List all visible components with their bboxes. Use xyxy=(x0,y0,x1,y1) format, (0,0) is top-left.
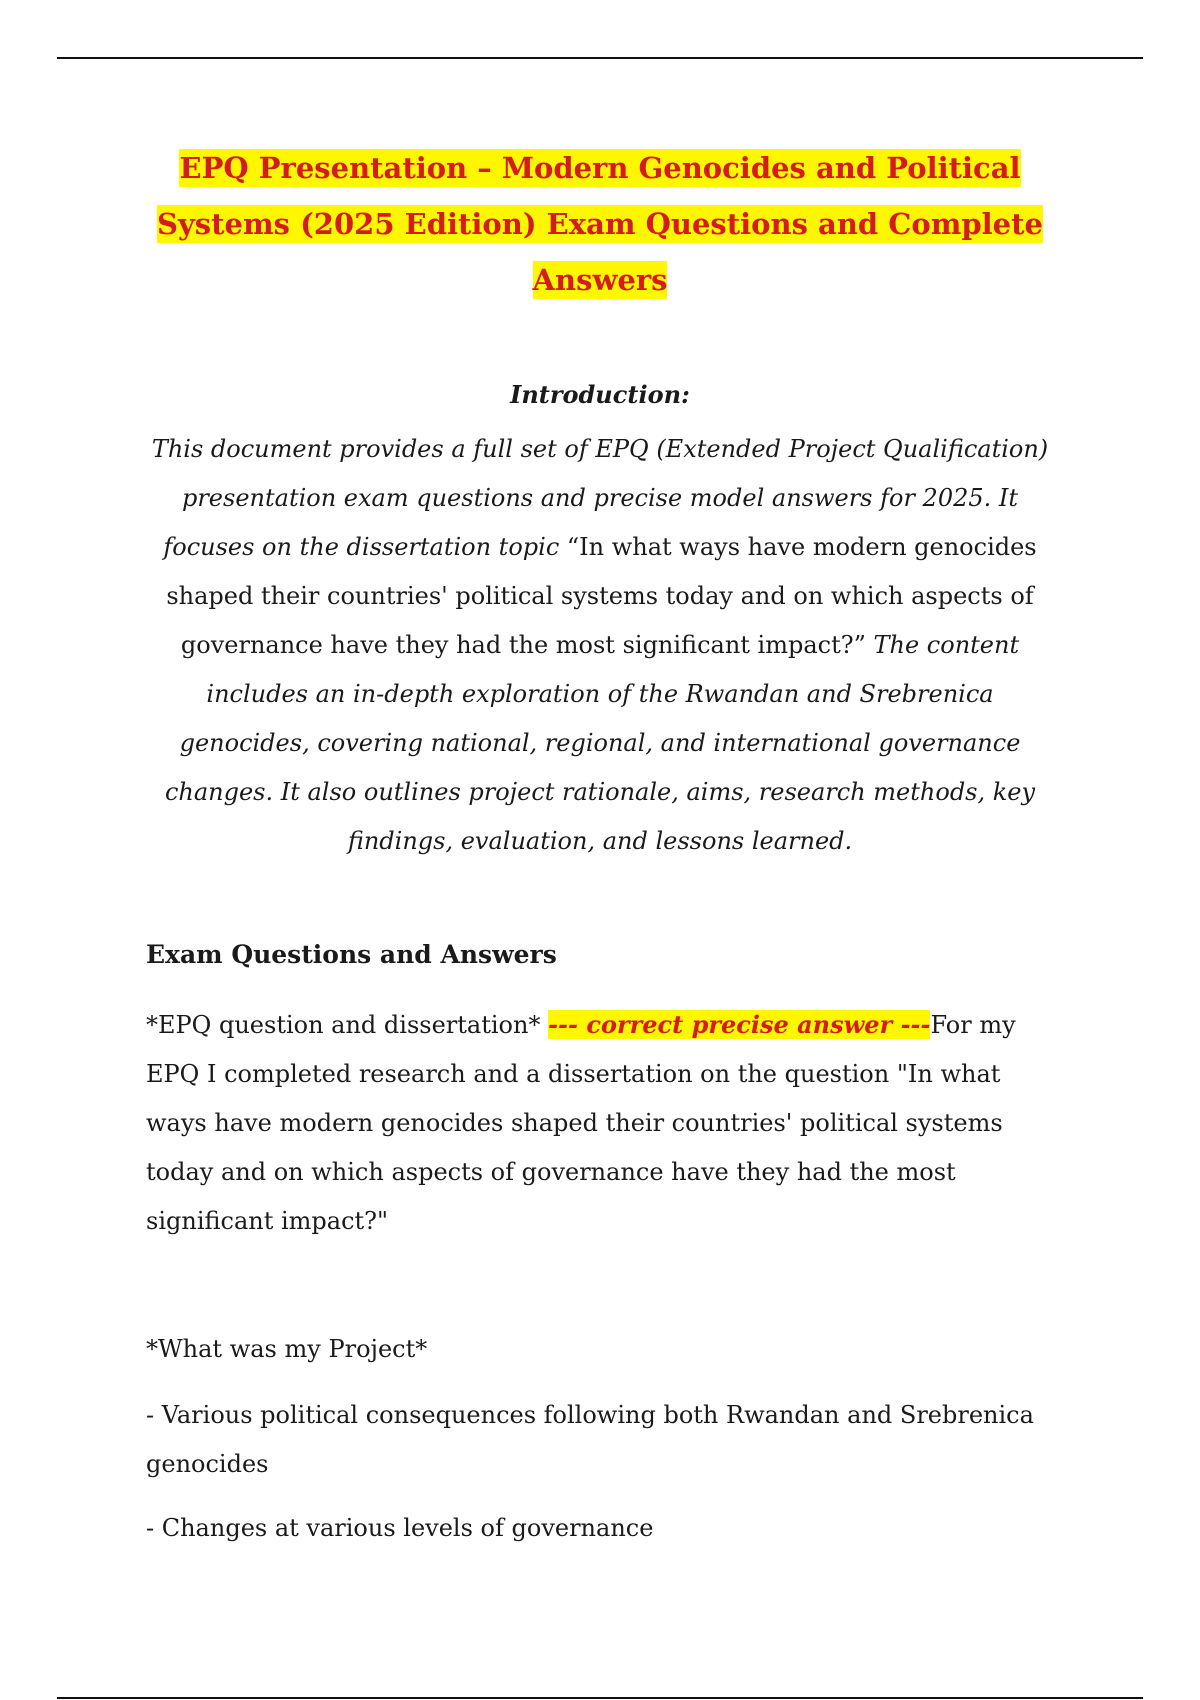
introduction-text-part2: The content includes an in-depth exploration of the Rwandan and Srebrenica genocides, covering national, regional, and international governance changes. It also outlines project rationale, aims, research methods, key findings, evaluation, and lessons learned. xyxy=(164,631,1036,855)
qa-item xyxy=(146,1000,1066,1246)
qa-question: *EPQ question and dissertation* xyxy=(146,1011,549,1039)
answer-marker: --- correct precise answer --- xyxy=(548,1010,931,1039)
introduction-heading: Introduction: xyxy=(510,380,690,409)
qa-answer: For my EPQ I completed research and a dissertation on the question "In what ways have modern genocides shaped their countries' political systems today and on which aspects of governance have they had the most significant impact?" xyxy=(146,1011,1016,1235)
top-rule xyxy=(57,57,1143,59)
bullet-item: - Various political consequences following both Rwandan and Srebrenica genocides xyxy=(146,1401,1034,1478)
bullet-item: - Changes at various levels of governance xyxy=(146,1514,654,1542)
document-title-highlight: EPQ Presentation – Modern Genocides and Political Systems (2025 Edition) Exam Questions and Complete Answers xyxy=(157,151,1043,297)
project-heading: *What was my Project* xyxy=(146,1335,428,1363)
document-title xyxy=(140,140,1060,308)
section-heading: Exam Questions and Answers xyxy=(146,940,557,969)
bottom-rule xyxy=(57,1697,1143,1699)
introduction-text-part1: This document provides a full set of EPQ (Extended Project Qualification) presentation exam questions and precise model answers for 2025. It focuses on the dissertation topic xyxy=(151,435,1049,561)
introduction-quoted-question: “In what ways have modern genocides shaped their countries' political systems today and on which aspects of governance have they had the most significant impact?” xyxy=(166,533,1037,659)
introduction-body xyxy=(148,425,1052,866)
